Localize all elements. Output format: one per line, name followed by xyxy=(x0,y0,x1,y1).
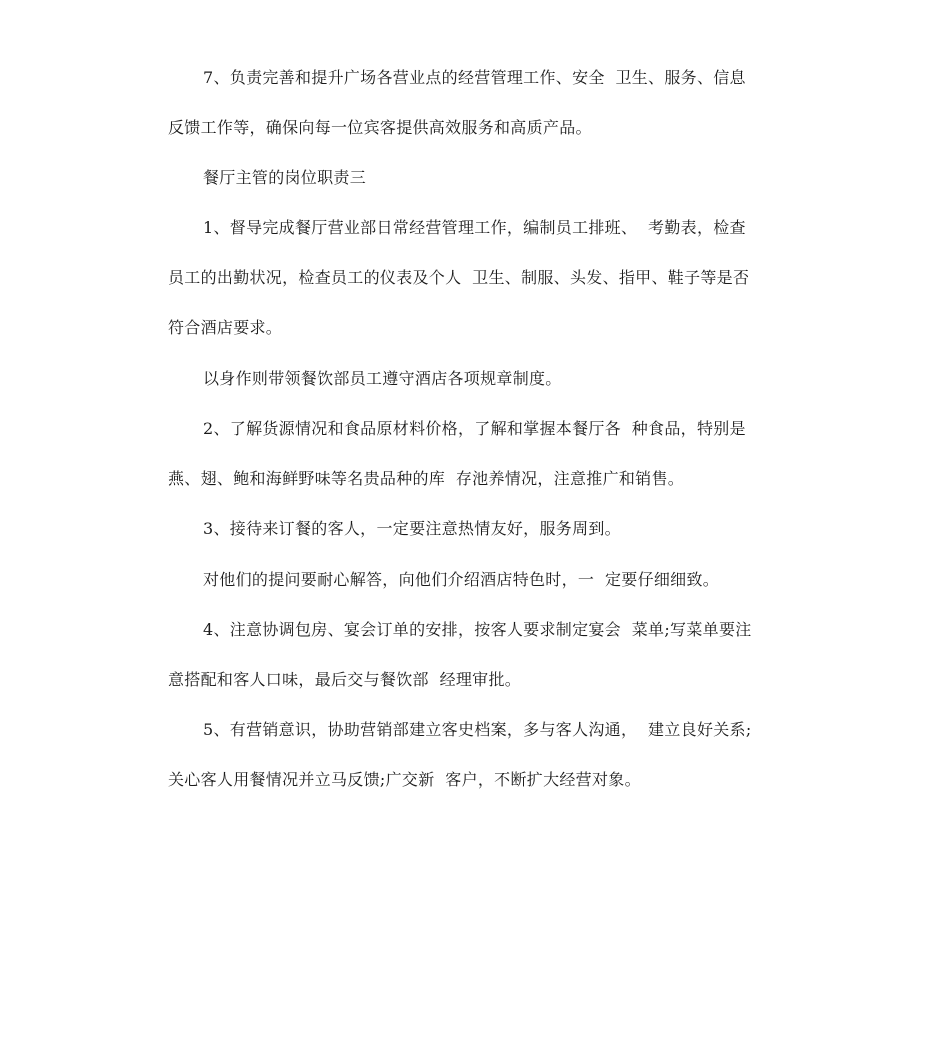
paragraph-line: 4、注意协调包房、宴会订单的安排，按客人要求制定宴会 菜单;写菜单要注 xyxy=(203,620,752,639)
paragraph-line: 3、接待来订餐的客人，一定要注意热情友好，服务周到。 xyxy=(203,519,621,538)
paragraph-line: 5、有营销意识，协助营销部建立客史档案，多与客人沟通， 建立良好关系; xyxy=(203,720,752,739)
paragraph-line: 员工的出勤状况，检查员工的仪表及个人 卫生、制服、头发、指甲、鞋子等是否 xyxy=(168,268,750,287)
paragraph-line: 意搭配和客人口味，最后交与餐饮部 经理审批。 xyxy=(168,670,522,689)
paragraph-line: 反馈工作等，确保向每一位宾客提供高效服务和高质产品。 xyxy=(168,118,592,137)
paragraph-line: 符合酒店要求。 xyxy=(168,318,283,337)
paragraph-line: 2、了解货源情况和食品原材料价格，了解和掌握本餐厅各 种食品，特别是 xyxy=(203,419,746,438)
paragraph-line: 关心客人用餐情况并立马反馈;广交新 客户，不断扩大经营对象。 xyxy=(168,770,641,789)
paragraph-line: 1、督导完成餐厅营业部日常经营管理工作，编制员工排班、 考勤表，检查 xyxy=(203,218,746,237)
section-heading: 餐厅主管的岗位职责三 xyxy=(203,168,367,187)
paragraph-line: 7、负责完善和提升广场各营业点的经营管理工作、安全 卫生、服务、信息 xyxy=(203,68,746,87)
paragraph-line: 对他们的提问要耐心解答，向他们介绍酒店特色时，一 定要仔细细致。 xyxy=(203,570,720,589)
paragraph-line: 燕、翅、鲍和海鲜野味等名贵品种的库 存池养情况，注意推广和销售。 xyxy=(168,469,685,488)
paragraph-line: 以身作则带领餐饮部员工遵守酒店各项规章制度。 xyxy=(203,369,562,388)
